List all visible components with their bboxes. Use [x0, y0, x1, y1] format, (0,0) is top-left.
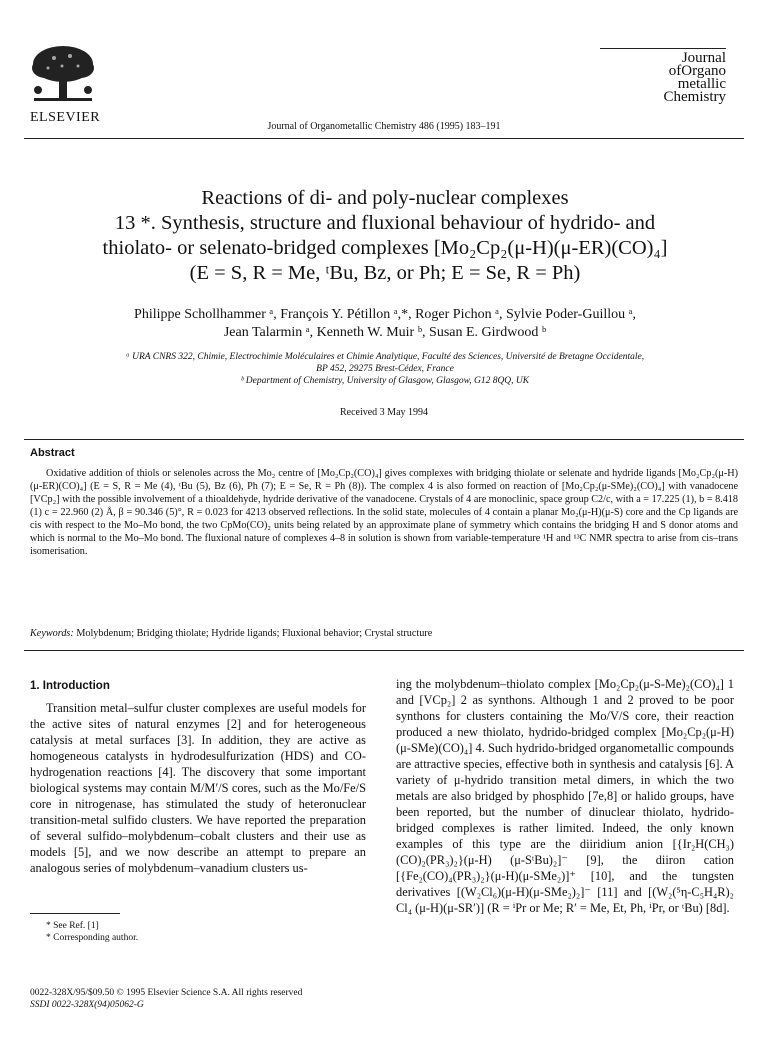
affiliations: [40, 351, 730, 387]
keywords-list: Molybdenum; Bridging thiolate; Hydride ligands; Fluxional behavior; Crystal structure: [76, 628, 433, 639]
publisher-name: ELSEVIER: [30, 110, 101, 125]
authors-line: Philippe Schollhammer ᵃ, François Y. Pétillon ᵃ,*, Roger Pichon ᵃ, Sylvie Poder-Guillou ᵃ,: [134, 307, 636, 322]
footnote-divider: [30, 913, 120, 914]
abstract-divider: [24, 439, 744, 440]
journal-citation: Journal of Organometallic Chemistry 486 (1995) 183–191: [267, 121, 501, 132]
journal-logo: [600, 46, 726, 104]
article-title: [40, 186, 730, 286]
title-line: Reactions of di- and poly-nuclear complexes: [201, 187, 569, 209]
title-line: thiolato- or selenato-bridged complexes [Mo₂Cp₂(μ-H)(μ-ER)(CO)₄]: [102, 237, 668, 259]
journal-logo-line: Chemistry: [663, 89, 726, 105]
keywords-label: Keywords:: [30, 628, 74, 639]
abstract-heading: Abstract: [30, 447, 75, 459]
body-paragraph: ing the molybdenum–thiolato complex [Mo₂Cp₂(μ-S-Me)₂(CO)₄] 1 and [VCp₂] 2 as synthons. Although 1 and 2 proved to be poor synthons for clusters containing the Mo/V/S core, their reaction produced a new thiolato, hydrido-bridged complex [Mo₂Cp₂(μ-H)(μ-SMe)(CO)₄] 4. Such hydrido-bridged organometallic compounds are attractive species, effective both in synthesis and catalysis [6]. A variety of μ-hydrido transition metal dimers, in which the two metals are also bridged by phosphido [7e,8] or halido groups, have been reported, but the number of dinuclear thiolato, hydrido-bridged complexes is rather limited. Indeed, the only known examples of this type are the diiridium anion [{Ir₂H(CH₃)(CO)₂(PR₃)₂}(μ-H) (μ-SᵗBu)₂]⁻ [9], the diiron cation [{Fe₂(CO)₄(PR₃)₂}(μ-H)(μ-SMe₂)]⁺ [10], and the tungsten derivatives [(W₂Cl₆)(μ-H)(μ-SMe₂)₂]⁻ [11] and [(W₂(⁵η-C₅H₄R)₂ Cl₄ (μ-H)(μ-SR′)] (R = ⁱPr or Me; R′ = Me, Et, Ph, ⁱPr, or ᵗBu) [8d].: [396, 677, 734, 915]
keywords: [30, 628, 738, 639]
received-date: Received 3 May 1994: [339, 407, 429, 418]
body-paragraph: Transition metal–sulfur cluster complexes are useful models for the active sites of natural enzymes [2] and for heterogeneous catalysis at metal surfaces [3]. In addition, they are active as homogeneous catalysts in hydrodesulfurization (HDS) and CO-hydrogenation reactions [4]. The discovery that some important biological systems may contain M/M′/S cores, such as the Mo/Fe/S core in nitrogenase, has stimulated the study of heteronuclear transition-metal sulfido clusters. We have reported the preparation of several sulfido–molybdenum–cobalt clusters and their use as models [5], and we now describe an attempt to prepare an analogous series of molybdenum–vanadium clusters us-: [30, 701, 366, 875]
section-heading: 1. Introduction: [30, 680, 110, 692]
right-column: [396, 676, 734, 916]
footnote: * Corresponding author.: [46, 933, 139, 943]
affiliation-line: ᵇ Department of Chemistry, University of Glasgow, Glasgow, G12 8QQ, UK: [240, 376, 530, 386]
keywords-divider: [24, 650, 744, 651]
footnote: * See Ref. [1]: [46, 921, 99, 931]
header-divider: [24, 138, 744, 139]
footnotes: [46, 920, 138, 944]
ssdi-line: SSDI 0022-328X(94)05062-G: [30, 1000, 144, 1010]
journal-logo-line: ofOrgano: [668, 63, 726, 79]
copyright-block: [30, 987, 302, 1011]
title-line: (E = S, R = Me, ᵗBu, Bz, or Ph; E = Se, R = Ph): [189, 262, 581, 284]
journal-logo-line: metallic: [677, 76, 726, 92]
affiliation-line: BP 452, 29275 Brest-Cédex, France: [316, 364, 454, 374]
author-list: [40, 306, 730, 342]
elsevier-tree-logo: [24, 42, 102, 108]
affiliation-line: ᵃ URA CNRS 322, Chimie, Electrochimie Moléculaires et Chimie Analytique, Faculté des Sciences, Université de Bretagne Occidentale,: [125, 352, 645, 362]
title-line: 13 *. Synthesis, structure and fluxional behaviour of hydrido- and: [114, 212, 656, 234]
abstract-text: Oxidative addition of thiols or selenoles across the Mo₂ centre of [Mo₂Cp₂(CO)₄] gives complexes with bridging thiolate or selenate and hydride ligands [Mo₂Cp₂(μ-H)(μ-ER)(CO)₄] (E = S, R = Me (4), ᵗBu (5), Bz (6), Ph (7); E = Se, R = Ph (8)). The complex 4 is also formed on reaction of [Mo₂Cp₂(μ-SMe)₂(CO)₄] with vanadocene [VCp₂] with the possible involvement of a thioaldehyde, hydride derivative of the vanadocene. Crystals of 4 are monoclinic, space group C2/c, with a = 17.225 (1), b = 8.418 (1) c = 22.960 (2) Å, β = 90.346 (5)°, R = 0.023 for 4213 observed reflections. In the solid state, molecules of 4 contain a planar Mo₂(μ-H)(μ-S) core and the Cp ligands are cis with respect to the Mo–Mo bond, the two CpMo(CO)₂ units being related by an approximate plane of symmetry which contains the bridging H and S donor atoms and which is normal to the Mo–Mo bond. The fluxional nature of complexes 4–8 in solution is shown from variable-temperature ¹H and ¹³C NMR spectra to arise from cis–trans isomerisation.: [30, 468, 738, 557]
copyright-line: 0022-328X/95/$09.50 © 1995 Elsevier Science S.A. All rights reserved: [30, 988, 303, 998]
journal-logo-rule: [600, 48, 726, 49]
authors-line: Jean Talarmin ᵃ, Kenneth W. Muir ᵇ, Susan E. Girdwood ᵇ: [223, 325, 547, 340]
left-column: [30, 678, 366, 876]
journal-logo-line: Journal: [681, 50, 726, 66]
